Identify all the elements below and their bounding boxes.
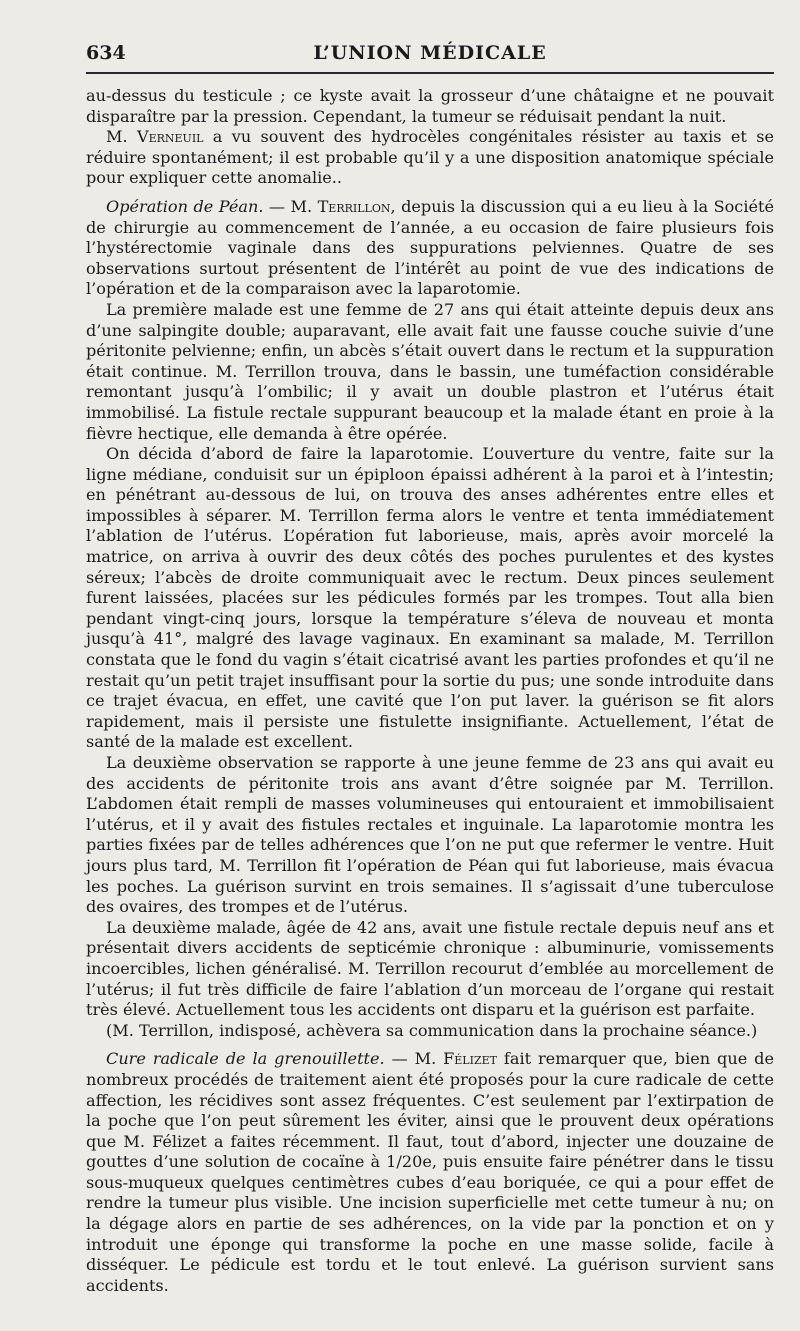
- section-paragraph: Opération de Péan. — M. Terrillon, depuis la discussion qui a eu lieu à la Société de chirurgie au commencement de l’année, a eu occasion de faire plusieurs fois l’hystérectomie vaginale dans des suppurations pelviennes. Quatre de ses observations surtout présentent de l’intérêt au point de vue des indications de l’opération et de la comparaison avec la laparotomie.: [86, 196, 774, 299]
- paragraph: au-dessus du testicule ; ce kyste avait la grosseur d’une châtaigne et ne pouvait disparaître par la pression. Cependant, la tumeur se réduisait pendant la nuit.: [86, 86, 774, 126]
- page-number: 634: [86, 42, 126, 64]
- paragraph: On décida d’abord de faire la laparotomie. L’ouverture du ventre, faite sur la ligne médiane, conduisit sur un épiploon épaissi adhérent à la paroi et à l’intestin; en pénétrant au-dessous de lui, on trouva des anses adhérentes entre elles et impossibles à séparer. M. Terrillon ferma alors le ventre et tenta immédiatement l’ablation de l’utérus. L’opération fut laborieuse, mais, après avoir morcelé la matrice, on arriva à ouvrir des deux côtés des poches purulentes et des kystes séreux; l’abcès de droite communiquait avec le rectum. Deux pinces seulement furent laissées, placées sur les pédicules formés par les trompes. Tout alla bien pendant vingt-cinq jours, lorsque la température s’éleva de nouveau et monta jusqu’à 41°, malgré des lavage vaginaux. En examinant sa malade, M. Terrillon constata que le fond du vagin s’était cicatrisé avant les parties profondes et qu’il ne restait qu’un petit trajet insuffisant pour la sortie du pus; une sonde introduite dans ce trajet évacua, en effet, une cavité que l’on put laver. la guérison se fit alors rapidement, mais il persiste une fistulette insignifiante. Actuellement, l’état de santé de la malade est excellent.: [86, 444, 774, 752]
- section-paragraph: Cure radicale de la grenouillette. — M. Félizet fait remarquer que, bien que de nombreux procédés de traitement aient été proposés pour la cure radicale de cette affection, les récidives sont assez fréquentes. C’est seulement par l’extirpation de la poche que l’on peut sûrement les éviter, ainsi que le prouvent deux opérations que M. Félizet a faites récemment. Il faut, tout d’abord, injecter une douzaine de gouttes d’une solution de cocaïne à 1/20e, puis ensuite faire pénétrer dans le tissu sous-muqueux quelques centimètres cubes d’eau boriquée, ce qui a pour effet de rendre la tumeur plus visible. Une incision superficielle met cette tumeur à nu; on la dégage alors en partie de ses adhérences, on la vide par la ponction et on y introduit une éponge qui transforme la poche en une masse solide, facile à disséquer. Le pédicule est tordu et le tout enlevé. La guérison survient sans accidents.: [86, 1049, 774, 1295]
- author-name: Terrillon: [317, 196, 391, 216]
- paragraph: M. Verneuil a vu souvent des hydrocèles congénitales résister au taxis et se réduire spontanément; il est probable qu’il y a une disposition anatomique spéciale pour expliquer cette anomalie..: [86, 127, 775, 188]
- running-title: L’UNION MÉDICALE: [313, 42, 547, 64]
- author-name: Verneuil: [136, 127, 204, 147]
- article-body: [86, 86, 774, 1296]
- section-title: Opération de Péan.: [106, 196, 264, 216]
- section-title: Cure radicale de la grenouillette.: [106, 1049, 385, 1069]
- paragraph: La première malade est une femme de 27 ans qui était atteinte depuis deux ans d’une salpingite double; auparavant, elle avait fait une fausse couche suivie d’une péritonite pelvienne; enfin, un abcès s’était ouvert dans le rectum et la suppuration était continue. M. Terrillon trouva, dans le bassin, une tuméfaction considérable remontant jusqu’à l’ombilic; il y avait un double plastron et l’utérus était immobilisé. La fistule rectale suppurant beaucoup et la malade étant en proie à la fièvre hectique, elle demanda à être opérée.: [86, 299, 774, 443]
- page-header: [86, 42, 774, 74]
- paragraph: (M. Terrillon, indisposé, achèvera sa communication dans la prochaine séance.): [106, 1020, 758, 1040]
- paragraph: La deuxième observation se rapporte à une jeune femme de 23 ans qui avait eu des accidents de péritonite trois ans avant d’être soignée par M. Terrillon. L’abdomen était rempli de masses volumineuses qui entouraient et immobilisaient l’utérus, et il y avait des fistules rectales et inguinale. La laparotomie montra les parties fixées par de telles adhérences que l’on ne put que refermer le ventre. Huit jours plus tard, M. Terrillon fit l’opération de Péan qui fut laborieuse, mais évacua les poches. La guérison survint en trois semaines. Il s’agissait d’une tuberculose des ovaires, des trompes et de l’utérus.: [86, 753, 774, 917]
- paragraph: La deuxième malade, âgée de 42 ans, avait une fistule rectale depuis neuf ans et présentait divers accidents de septicémie chronique : albuminurie, vomissements incoercibles, lichen généralisé. M. Terrillon recourut d’emblée au morcellement de l’utérus; il fut très difficile de faire l’ablation d’un morceau de l’organe qui restait très élevé. Actuellement tous les accidents ont disparu et la guérison est parfaite.: [86, 917, 774, 1020]
- author-name: Félizet: [443, 1049, 497, 1069]
